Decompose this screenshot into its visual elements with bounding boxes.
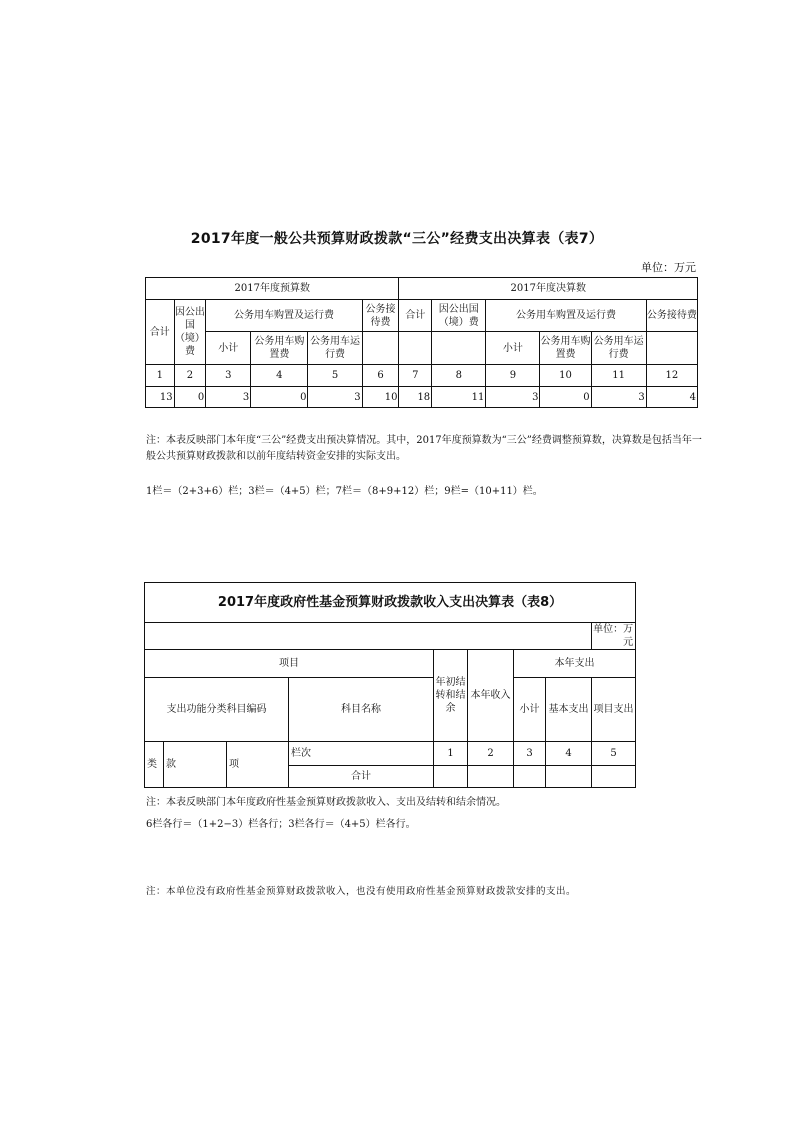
header-subtotal-final: 小计	[486, 332, 540, 365]
value-cell: 0	[251, 387, 308, 408]
value-cell: 0	[540, 387, 591, 408]
col-num: 11	[591, 365, 646, 387]
header-lanci: 栏次	[289, 742, 434, 766]
header-basic: 基本支出	[546, 678, 592, 742]
header-reception-final: 公务接待费	[646, 300, 697, 332]
header-kuan: 款	[164, 742, 227, 788]
table8-note: 注：本表反映部门本年度政府性基金预算财政拨款收入、支出及结转和结余情况。	[146, 797, 506, 808]
column-number-row	[146, 365, 698, 387]
col-num: 1	[146, 365, 175, 387]
header-income: 本年收入	[468, 650, 514, 742]
col-num: 3	[206, 365, 251, 387]
table7	[145, 277, 698, 408]
col-num: 1	[434, 742, 468, 766]
header-name: 科目名称	[289, 678, 434, 742]
value-cell: 4	[646, 387, 697, 408]
col-num: 12	[646, 365, 697, 387]
value-cell: 11	[432, 387, 486, 408]
table8-remark: 注：本单位没有政府性基金预算财政拨款收入，也没有使用政府性基金预算财政拨款安排的支出。	[146, 886, 577, 897]
header-abroad-final: 因公出国（境）费	[432, 300, 486, 332]
value-cell: 3	[591, 387, 646, 408]
col-num: 2	[174, 365, 206, 387]
col-num: 4	[546, 742, 592, 766]
header-vehicle-final: 公务用车购置及运行费	[486, 300, 646, 332]
table7-formula: 1栏＝（2+3+6）栏；3栏＝（4+5）栏；7栏＝（8+9+12）栏；9栏=（10+11）栏。	[146, 486, 543, 497]
col-num: 4	[251, 365, 308, 387]
table8	[144, 582, 636, 788]
header-operation-budget: 公务用车运行费	[308, 332, 362, 365]
header-reception-budget: 公务接待费	[362, 300, 399, 332]
header-final: 2017年度决算数	[399, 278, 698, 300]
header-project: 项目支出	[592, 678, 636, 742]
table8-title: 2017年度政府性基金预算财政拨款收入支出决算表（表8）	[145, 583, 636, 623]
col-num: 9	[486, 365, 540, 387]
col-num: 5	[308, 365, 362, 387]
header-total-budget: 合计	[146, 300, 175, 365]
header-total-final: 合计	[399, 300, 432, 332]
total-row-label: 合计	[289, 766, 434, 788]
header-code: 支出功能分类科目编码	[145, 678, 289, 742]
values-row	[146, 387, 698, 408]
header-xiang: 项	[227, 742, 289, 788]
col-num: 2	[468, 742, 514, 766]
col-num: 5	[592, 742, 636, 766]
header-abroad-budget: 因公出国（境）费	[174, 300, 206, 365]
col-num: 7	[399, 365, 432, 387]
header-purchase-final: 公务用车购置费	[540, 332, 591, 365]
value-cell: 13	[146, 387, 175, 408]
table8-formula: 6栏各行＝（1+2−3）栏各行；3栏各行＝（4+5）栏各行。	[146, 819, 416, 830]
header-operation-final: 公务用车运行费	[591, 332, 646, 365]
table7-title: 2017年度一般公共预算财政拨款“三公”经费支出决算表（表7）	[190, 231, 604, 247]
header-lei: 类	[145, 742, 164, 788]
value-cell: 3	[486, 387, 540, 408]
value-cell: 3	[308, 387, 362, 408]
header-item: 项目	[145, 650, 434, 678]
header-vehicle-budget: 公务用车购置及运行费	[206, 300, 362, 332]
col-num: 8	[432, 365, 486, 387]
header-begin-balance: 年初结转和结余	[434, 650, 468, 742]
table8-unit: 单位：万元	[592, 623, 636, 650]
header-expense: 本年支出	[514, 650, 636, 678]
value-cell: 0	[174, 387, 206, 408]
header-purchase-budget: 公务用车购置费	[251, 332, 308, 365]
value-cell: 18	[399, 387, 432, 408]
col-num: 6	[362, 365, 399, 387]
header-subtotal: 小计	[514, 678, 546, 742]
value-cell: 3	[206, 387, 251, 408]
header-subtotal-budget: 小计	[206, 332, 251, 365]
table7-unit: 单位：万元	[641, 261, 696, 274]
value-cell: 10	[362, 387, 399, 408]
header-budget: 2017年度预算数	[146, 278, 399, 300]
col-num: 10	[540, 365, 591, 387]
table7-note: 注：本表反映部门本年度“三公”经费支出预决算情况。其中，2017年度预算数为“三公”经费调整预算数，决算数是包括当年一般公共预算财政拨款和以前年度结转资金安排的实际支出。	[146, 435, 702, 462]
col-num: 3	[514, 742, 546, 766]
